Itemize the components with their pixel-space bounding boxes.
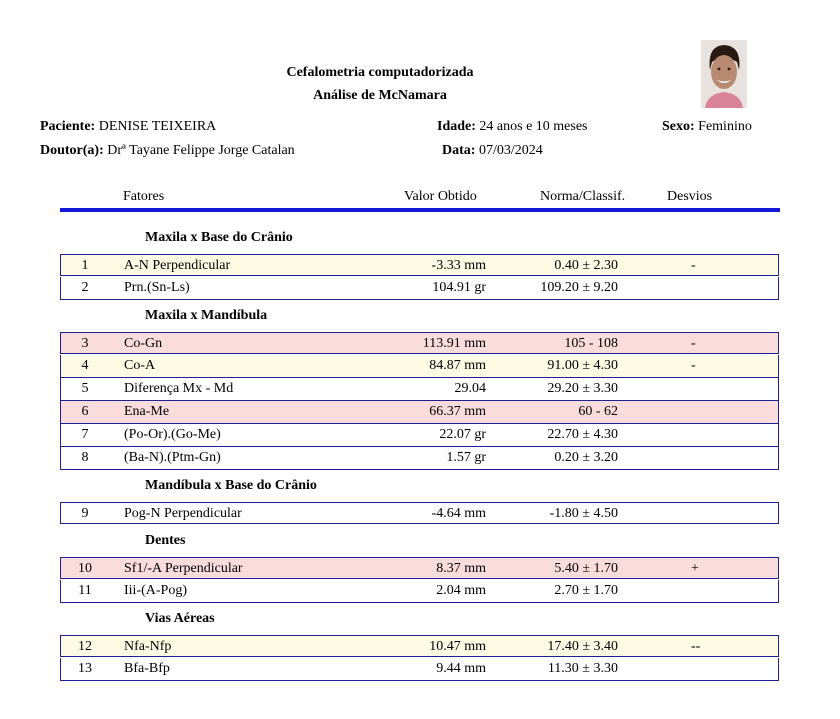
row-valor: 1.57 gr [446,450,486,465]
row-desvio: -- [691,639,701,654]
date-value: 07/03/2024 [478,143,543,158]
row-valor: -3.33 mm [431,258,486,273]
doctor-name: Drª Tayane Felippe Jorge Catalan [107,143,295,158]
header-divider [60,208,780,212]
sex-field [662,119,752,135]
row-fator: Bfa-Bfp [124,661,170,676]
row-number: 10 [78,561,92,576]
row-desvio: - [691,358,696,373]
row-valor: 84.87 mm [429,358,486,373]
report-title: Cefalometria computadorizada [286,65,474,80]
table-row [60,254,779,276]
date-label: Data: [442,143,476,158]
table-row [60,355,779,378]
row-norma: 0.40 ± 2.30 [554,258,618,273]
age-field [437,119,588,135]
column-header-desvios: Desvios [667,189,713,204]
table-row [60,447,779,470]
row-valor: 104.91 gr [432,280,486,295]
row-number: 12 [78,639,92,654]
section-title: Mandíbula x Base do Crânio [145,478,317,493]
row-fator: Pog-N Perpendicular [124,506,242,521]
table-row [60,378,779,401]
row-valor: 113.91 mm [422,336,486,351]
row-norma: 29.20 ± 3.30 [547,381,618,396]
row-number: 5 [81,381,89,396]
patient-name-field [40,119,216,135]
row-desvio: - [691,336,696,351]
row-fator: (Ba-N).(Ptm-Gn) [124,450,221,465]
patient-name: DENISE TEIXEIRA [98,119,217,134]
row-valor: 66.37 mm [429,404,486,419]
age-label: Idade: [437,119,476,134]
row-valor: 9.44 mm [436,661,486,676]
section-title: Maxila x Mandíbula [145,308,268,323]
row-valor: 8.37 mm [436,561,486,576]
row-fator: Nfa-Nfp [124,639,172,654]
row-fator: Iii-(A-Pog) [124,583,187,598]
sex-value: Feminino [698,119,752,134]
row-number: 1 [81,258,89,273]
row-norma: 17.40 ± 3.40 [547,639,618,654]
row-valor: 10.47 mm [429,639,486,654]
row-desvio: - [691,258,696,273]
row-valor: 29.04 [454,381,486,396]
column-header-valor: Valor Obtido [404,189,477,204]
row-norma: -1.80 ± 4.50 [549,506,618,521]
row-norma: 105 - 108 [564,336,618,351]
row-norma: 60 - 62 [578,404,618,419]
row-desvio: + [691,561,699,576]
date-field [442,143,543,159]
section-title: Vias Aéreas [145,611,215,626]
table-row [60,424,779,447]
table-row [60,502,779,524]
column-header-norma: Norma/Classif. [540,189,626,204]
row-norma: 109.20 ± 9.20 [540,280,618,295]
table-row [60,635,779,657]
row-fator: Prn.(Sn-Ls) [124,280,190,295]
section-title: Dentes [145,533,186,548]
section-title: Maxila x Base do Crânio [145,230,293,245]
row-fator: Co-Gn [124,336,163,351]
sex-label: Sexo: [662,119,695,134]
row-norma: 0.20 ± 3.20 [554,450,618,465]
table-row [60,658,779,681]
row-fator: Sf1/-A Perpendicular [124,561,243,576]
table-row [60,580,779,603]
row-number: 11 [78,583,92,598]
row-fator: Diferença Mx - Md [124,381,234,396]
table-row [60,332,779,354]
doctor-label: Doutor(a): [40,143,104,158]
table-row [60,277,779,300]
age-value: 24 anos e 10 meses [479,119,588,134]
row-number: 8 [81,450,89,465]
row-valor: -4.64 mm [431,506,486,521]
row-fator: Co-A [124,358,156,373]
column-header-fatores: Fatores [123,189,165,204]
row-valor: 22.07 gr [439,427,486,442]
doctor-field [40,143,295,159]
row-norma: 5.40 ± 1.70 [554,561,618,576]
row-number: 3 [81,336,89,351]
row-number: 6 [81,404,89,419]
row-fator: (Po-Or).(Go-Me) [124,427,221,442]
table-row [60,401,779,424]
row-valor: 2.04 mm [436,583,486,598]
row-number: 4 [81,358,89,373]
row-norma: 91.00 ± 4.30 [547,358,618,373]
patient-label: Paciente: [40,119,96,134]
row-number: 9 [81,506,89,521]
row-norma: 11.30 ± 3.30 [547,661,618,676]
patient-photo [701,40,747,108]
row-number: 7 [81,427,89,442]
row-fator: Ena-Me [124,404,170,419]
row-number: 2 [81,280,89,295]
row-norma: 22.70 ± 4.30 [547,427,618,442]
row-number: 13 [78,661,92,676]
report-subtitle: Análise de McNamara [313,88,447,103]
row-norma: 2.70 ± 1.70 [554,583,618,598]
row-fator: A-N Perpendicular [124,258,231,273]
table-row [60,557,779,579]
